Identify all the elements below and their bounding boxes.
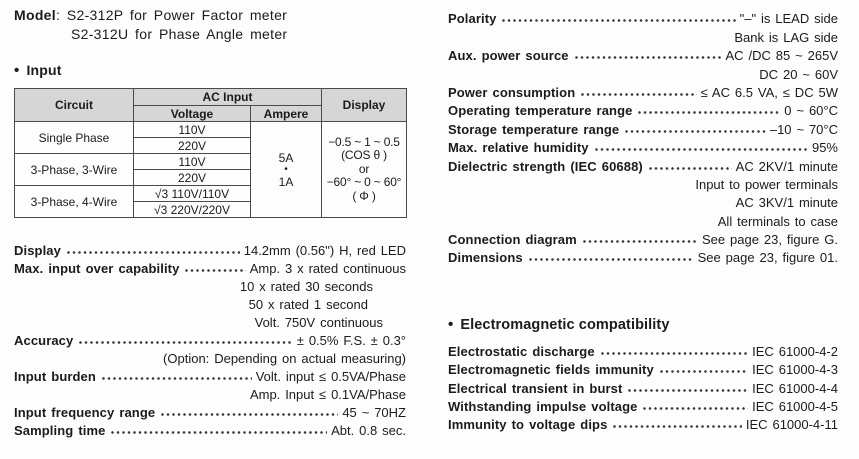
input-section-title: Input <box>26 62 62 78</box>
spec-continuation <box>14 348 406 366</box>
spec-value: Input to power terminals <box>695 176 838 192</box>
spec-value: See page 23, figure 01. <box>697 250 838 266</box>
spec-label: Storage temperature range <box>448 121 620 137</box>
model-line-1: Model: S2-312P for Power Factor meter <box>14 7 288 23</box>
separator-dot: • <box>284 163 288 175</box>
display-range-cell: −0.5 ~ 1 ~ 0.5 (COS θ ) or −60° ~ 0 ~ 60° ( Φ ) <box>322 122 407 218</box>
spec-row-connection-diagram <box>448 229 838 247</box>
spec-value: 45 ~ 70HZ <box>342 405 406 420</box>
spec-row-electrostatic <box>448 340 838 358</box>
spec-continuation <box>448 26 838 44</box>
spec-value: IEC 61000-4-4 <box>752 380 838 396</box>
spec-row-storage-temp <box>448 118 838 136</box>
spec-label: Accuracy <box>14 333 74 348</box>
spec-continuation <box>14 384 406 402</box>
spec-label: Electrostatic discharge <box>448 343 595 359</box>
spec-label: Polarity <box>448 11 497 27</box>
leader-dots <box>160 412 338 417</box>
spec-continuation <box>448 174 838 192</box>
circuit-cell: 3-Phase, 3-Wire <box>15 154 134 186</box>
leader-dots <box>642 406 748 411</box>
voltage-cell: 110V <box>134 154 251 170</box>
spec-row-fields-immunity <box>448 359 838 377</box>
spec-value: IEC 61000-4-2 <box>752 343 838 359</box>
circuit-cell: 3-Phase, 4-Wire <box>15 186 134 218</box>
spec-label: Withstanding impulse voltage <box>448 399 638 415</box>
spec-continuation <box>448 63 838 81</box>
spec-label: Sampling time <box>14 423 106 438</box>
spec-value: ± 0.5% F.S. ± 0.3° <box>296 333 406 348</box>
spec-label: Electromagnetic fields immunity <box>448 362 654 378</box>
leader-dots <box>78 340 292 345</box>
leader-dots <box>612 424 741 429</box>
spec-row-polarity <box>448 8 838 26</box>
spec-continuation <box>14 312 406 330</box>
spec-value: Amp. Input ≤ 0.1VA/Phase <box>249 387 406 402</box>
bullet-icon: • <box>448 316 454 334</box>
spec-row-display <box>14 240 406 258</box>
spec-row-input-burden <box>14 366 406 384</box>
spec-label: Dielectric strength (IEC 60688) <box>448 158 643 174</box>
leader-dots <box>627 388 748 393</box>
leader-dots <box>528 257 694 262</box>
model-name-2: S2-312U for Phase Angle meter <box>71 26 288 42</box>
voltage-cell: √3 220V/220V <box>134 202 251 218</box>
spec-row-aux-power <box>448 45 838 63</box>
voltage-cell: 110V <box>134 122 251 138</box>
spec-value: "–" is LEAD side <box>739 11 838 27</box>
input-table <box>14 88 407 218</box>
voltage-cell: 220V <box>134 170 251 186</box>
input-section-heading <box>14 61 406 80</box>
spec-value: Volt. 750V continuous <box>254 315 383 330</box>
spec-row-max-input <box>14 258 406 276</box>
right-spec-list <box>448 8 838 265</box>
leader-dots <box>648 166 732 171</box>
leader-dots <box>501 18 735 23</box>
table-header-ac-input: AC Input <box>134 89 322 106</box>
leader-dots <box>101 376 252 381</box>
spec-label: Display <box>14 243 61 258</box>
spec-row-accuracy <box>14 330 406 348</box>
spec-continuation <box>14 276 406 294</box>
spec-row-sampling-time <box>14 420 406 438</box>
left-column <box>14 6 406 438</box>
left-spec-list <box>14 240 406 438</box>
spec-row-dimensions <box>448 247 838 265</box>
spec-value: DC 20 ~ 60V <box>759 66 838 82</box>
emc-spec-list <box>448 340 838 432</box>
table-header-circuit: Circuit <box>15 89 134 122</box>
leader-dots <box>659 369 748 374</box>
leader-dots <box>110 430 327 435</box>
emc-section-heading <box>448 315 838 335</box>
spec-value: 14.2mm (0.56") H, red LED <box>243 243 406 258</box>
table-header-voltage: Voltage <box>134 106 251 122</box>
spec-value: AC /DC 85 ~ 265V <box>725 48 838 64</box>
table-row <box>15 122 407 138</box>
bullet-icon: • <box>14 62 20 79</box>
spec-value: IEC 61000-4-11 <box>745 417 838 433</box>
spec-label: Electrical transient in burst <box>448 380 623 396</box>
spec-value: ≤ AC 6.5 VA, ≤ DC 5W <box>700 84 838 100</box>
spec-value: 10 x rated 30 seconds <box>239 279 373 294</box>
spec-value: See page 23, figure G. <box>701 232 838 248</box>
spec-value: 50 x rated 1 second <box>248 297 368 312</box>
spec-row-impulse-voltage <box>448 396 838 414</box>
spec-label: Connection diagram <box>448 232 577 248</box>
leader-dots <box>600 351 748 356</box>
spec-label: Operating temperature range <box>448 103 633 119</box>
spec-value: Amp. 3 x rated continuous <box>249 261 406 276</box>
spec-label: Dimensions <box>448 250 523 266</box>
voltage-cell: 220V <box>134 138 251 154</box>
ampere-cell: 5A • 1A <box>251 122 322 218</box>
spec-row-power-consumption <box>448 82 838 100</box>
table-header-display: Display <box>322 89 407 122</box>
model-label: Model <box>14 7 56 23</box>
spec-value: IEC 61000-4-3 <box>752 362 838 378</box>
leader-dots <box>582 239 698 244</box>
spec-label: Max. relative humidity <box>448 140 589 156</box>
leader-dots <box>624 129 766 134</box>
leader-dots <box>594 147 808 152</box>
spec-value: –10 ~ 70°C <box>769 121 838 137</box>
spec-row-voltage-dips <box>448 414 838 432</box>
emc-section-title: Electromagnetic compatibility <box>460 317 670 334</box>
spec-value: 95% <box>811 140 838 156</box>
spec-row-operating-temp <box>448 100 838 118</box>
spec-value: 0 ~ 60°C <box>784 103 838 119</box>
spec-label: Power consumption <box>448 84 576 100</box>
spec-label: Input frequency range <box>14 405 156 420</box>
leader-dots <box>184 268 245 273</box>
model-name-1: S2-312P for Power Factor meter <box>66 7 288 23</box>
spec-value: AC 3KV/1 minute <box>735 195 838 211</box>
spec-label: Aux. power source <box>448 48 569 64</box>
spec-continuation <box>14 294 406 312</box>
spec-continuation <box>448 210 838 228</box>
spec-row-humidity <box>448 137 838 155</box>
spec-value: (Option: Depending on actual measuring) <box>163 351 406 366</box>
spec-value: All terminals to case <box>717 213 838 229</box>
spec-value: Abt. 0.8 sec. <box>331 423 406 438</box>
spec-label: Max. input over capability <box>14 261 180 276</box>
spec-row-input-frequency <box>14 402 406 420</box>
spec-value: Bank is LAG side <box>734 29 838 45</box>
spec-value: IEC 61000-4-5 <box>752 399 838 415</box>
spec-value: Volt. input ≤ 0.5VA/Phase <box>255 369 406 384</box>
right-column <box>448 6 838 432</box>
spec-row-dielectric <box>448 155 838 173</box>
model-heading <box>14 6 406 44</box>
spec-value: AC 2KV/1 minute <box>735 158 838 174</box>
spec-row-transient-burst <box>448 377 838 395</box>
leader-dots <box>637 110 780 115</box>
voltage-cell: √3 110V/110V <box>134 186 251 202</box>
table-header-ampere: Ampere <box>251 106 322 122</box>
leader-dots <box>574 55 722 60</box>
spec-label: Input burden <box>14 369 96 384</box>
circuit-cell: Single Phase <box>15 122 134 154</box>
leader-dots <box>580 92 696 97</box>
leader-dots <box>66 250 240 255</box>
spec-continuation <box>448 192 838 210</box>
spec-label: Immunity to voltage dips <box>448 417 608 433</box>
